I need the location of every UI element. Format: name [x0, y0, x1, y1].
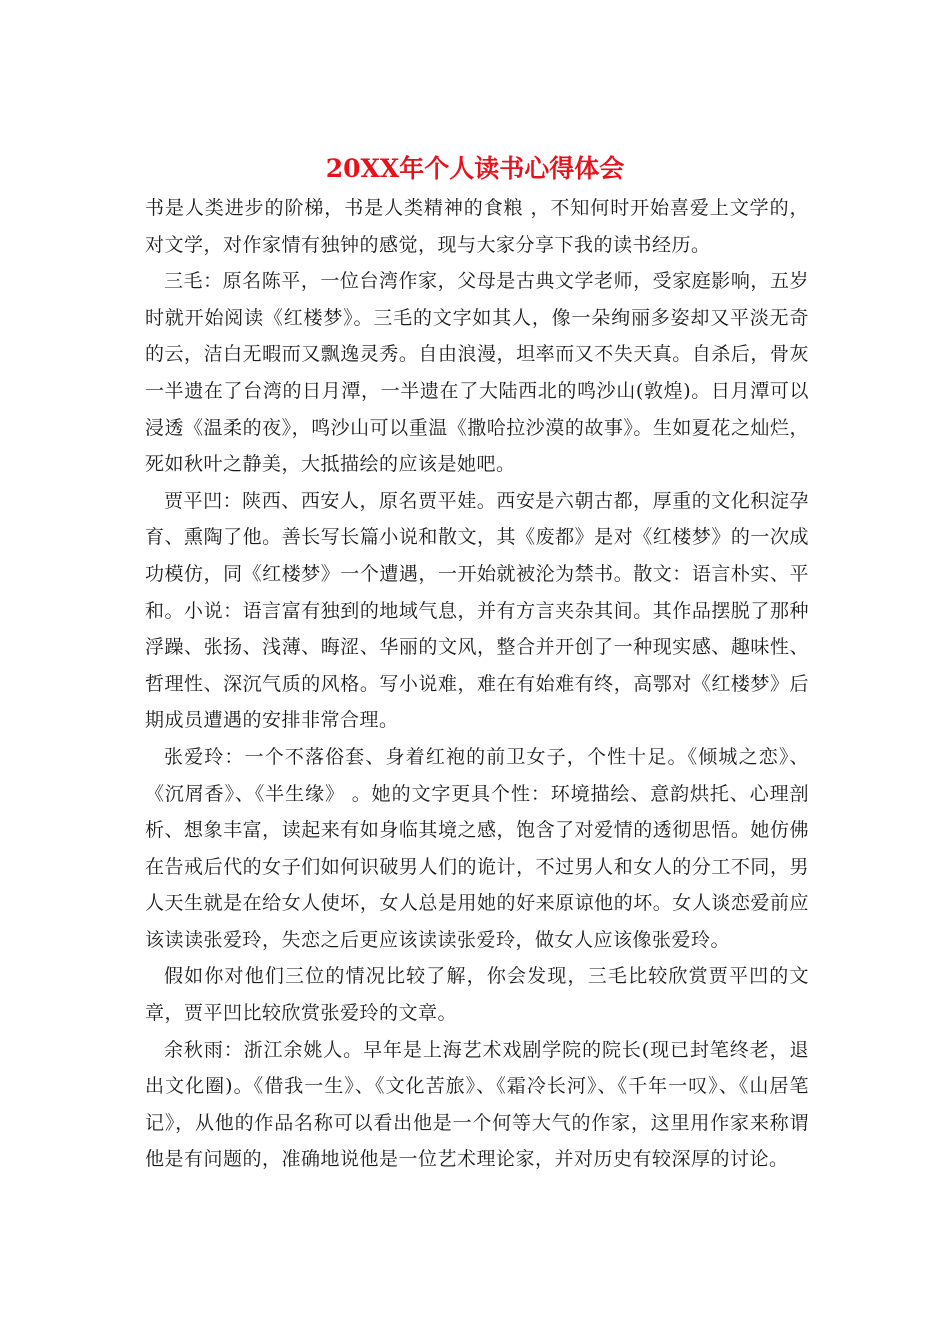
paragraph-sanmao: 三毛：原名陈平，一位台湾作家，父母是古典文学老师，受家庭影响，五岁时就开始阅读《红楼梦》。三毛的文字如其人，像一朵绚丽多姿却又平淡无奇的云，洁白无暇而又飘逸灵秀。自由浪漫，坦率而又不失天真。自杀后，骨灰一半遗在了台湾的日月潭，一半遗在了大陆西北的鸣沙山(敦煌)。日月潭可以浸透《温柔的夜》，鸣沙山可以重温《撒哈拉沙漠的故事》。生如夏花之灿烂，死如秋叶之静美，大抵描绘的应该是她吧。: [145, 270, 809, 476]
paragraph-intro: 书是人类进步的阶梯，书是人类精神的食粮 ，不知何时开始喜爱上文学的，对文学，对作家情有独钟的感觉，现与大家分享下我的读书经历。: [145, 197, 809, 256]
document-body: [145, 190, 809, 1178]
paragraph-jia-pingwa: 贾平凹：陕西、西安人，原名贾平娃。西安是六朝古都，厚重的文化积淀孕育、熏陶了他。善长写长篇小说和散文，其《废都》是对《红楼梦》的一次成功模仿，同《红楼梦》一个遭遇，一开始就被沦为禁书。散文：语言朴实、平和。小说：语言富有独到的地域气息，并有方言夹杂其间。其作品摆脱了那种浮躁、张扬、浅薄、晦涩、华丽的文风，整合并开创了一种现实感、趣味性、哲理性、深沉气质的风格。写小说难，难在有始难有终，高鄂对《红楼梦》后期成员遭遇的安排非常合理。: [145, 489, 809, 732]
paragraph-yu-qiuyu: 余秋雨：浙江余姚人。早年是上海艺术戏剧学院的院长(现已封笔终老，退出文化圈)。《借我一生》、《文化苦旅》、《霜冷长河》、《千年一叹》、《山居笔记》，从他的作品名称可以看出他是一个何等大气的作家，这里用作家来称谓他是有问题的，准确地说他是一位艺术理论家，并对历史有较深厚的讨论。: [145, 1038, 809, 1171]
document-title: 20XX年个人读书心得体会: [325, 154, 625, 183]
paragraph-comparison: 假如你对他们三位的情况比较了解，你会发现，三毛比较欣赏贾平凹的文章，贾平凹比较欣赏张爱玲的文章。: [145, 965, 809, 1025]
paragraph-zhang-ailing: 张爱玲：一个不落俗套、身着红袍的前卫女子，个性十足。《倾城之恋》、《沉屑香》、《半生缘》 。她的文字更具个性：环境描绘、意韵烘托、心理剖析、想象丰富，读起来有如身临其境之感，饱含了对爱情的透彻思悟。她仿佛在告戒后代的女子们如何识破男人们的诡计，不过男人和女人的分工不同，男人天生就是在给女人使坏，女人总是用她的好来原谅他的坏。女人谈恋爱前应该读读张爱玲，失恋之后更应该读读张爱玲，做女人应该像张爱玲。: [145, 745, 809, 951]
